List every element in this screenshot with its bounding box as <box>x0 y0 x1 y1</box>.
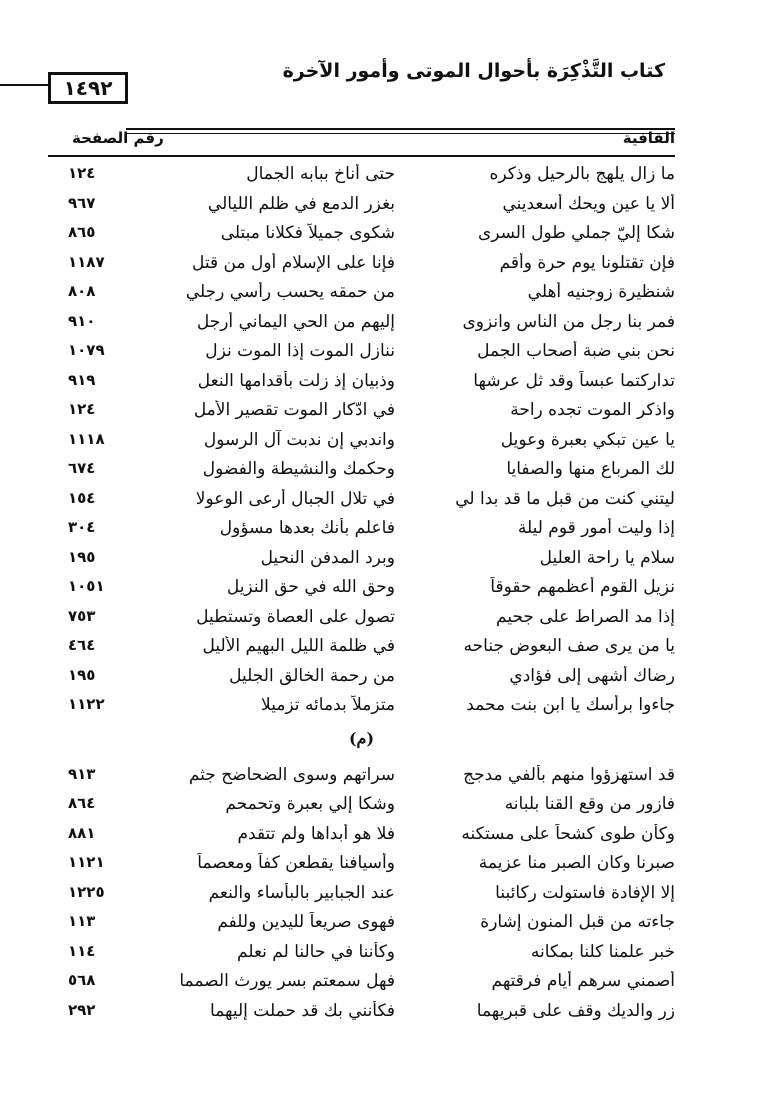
page-reference: ١١٣ <box>68 912 96 930</box>
verse-second-half: وحكمك والنشيطة والفضول <box>202 459 395 479</box>
page-reference: ١٢٢٥ <box>68 882 105 901</box>
verse-first-half: زر والديك وقف على قبريهما <box>476 1000 675 1021</box>
verse-second-half: سراتهم وسوى الضحاضح جثم <box>188 764 395 785</box>
verse-first-half: لك المرباع منها والصفايا <box>506 459 675 479</box>
verse-second-half: تصول على العصاة وتستطيل <box>196 606 395 627</box>
page-reference: ٨٨١ <box>68 823 96 842</box>
verse-second-half: وأسيافنا يقطعن كفاً ومعصماً <box>197 853 395 873</box>
verse-second-half: وحق الله في حق النزيل <box>226 577 395 597</box>
table-row <box>48 820 675 850</box>
table-row <box>48 485 675 515</box>
verse-first-half: نزيل القوم أعظمهم حقوقاً <box>490 577 675 597</box>
table-row <box>48 603 675 633</box>
verse-first-half: وكأن طوى كشحاً على مستكنه <box>461 823 675 844</box>
verse-first-half: يا من يرى صف البعوض جناحه <box>463 636 675 656</box>
page-reference: ١٩٥ <box>68 547 96 566</box>
verse-second-half: عند الجبابير بالبأساء والنعم <box>208 882 395 903</box>
table-row <box>48 426 675 456</box>
table-row <box>48 761 675 791</box>
table-row <box>48 278 675 308</box>
table-row <box>48 396 675 426</box>
table-row <box>48 908 675 938</box>
table-row <box>48 938 675 968</box>
verse-first-half: نحن بني ضبة أصحاب الجمل <box>477 341 675 361</box>
page-reference: ١٢٤ <box>68 164 96 182</box>
table-row <box>48 160 675 190</box>
table-row <box>48 879 675 909</box>
page-reference: ٩١٣ <box>68 764 96 783</box>
verse-second-half: من حمقه يحسب رأسي رجلي <box>185 282 395 302</box>
verse-second-half: وشكا إلي بعبرة وتحمحم <box>225 794 395 814</box>
page-reference: ١١١٨ <box>68 429 105 448</box>
page-reference: ١٩٥ <box>68 665 96 684</box>
book-title: كتاب التَّذْكِرَة بأحوال الموتى وأمور الآخرة <box>282 60 665 82</box>
page-reference: ١٢٤ <box>68 400 96 418</box>
table-row <box>48 249 675 279</box>
page-reference: ٤٦٤ <box>68 636 96 654</box>
verse-first-half: إلا الإفادة فاستولت ركائبنا <box>495 882 675 903</box>
verse-first-half: ألا يا عين ويحك أسعديني <box>502 193 675 214</box>
table-row <box>48 997 675 1027</box>
verse-first-half: فمر بنا رجل من الناس وانزوى <box>462 311 675 332</box>
verse-second-half: إليهم من الحي اليماني أرجل <box>196 311 395 332</box>
page-reference: ٨٦٤ <box>68 794 96 812</box>
page-reference: ٣٠٤ <box>68 518 96 536</box>
page-reference: ١١٢١ <box>68 853 105 871</box>
verse-first-half: جاءته من قبل المنون إشارة <box>480 912 675 932</box>
verse-first-half: فازور من وقع القنا بلبانه <box>504 794 675 814</box>
verse-second-half: فهوى صريعاً لليدين وللفم <box>217 912 395 932</box>
page-reference: ٧٥٣ <box>68 606 96 625</box>
header-rule-thick <box>126 128 675 130</box>
table-row <box>48 632 675 662</box>
verse-second-half: وبرد المدفن النحيل <box>260 547 395 568</box>
verse-second-half: من رحمة الخالق الجليل <box>229 665 395 686</box>
page-reference: ٩١٠ <box>68 311 96 330</box>
column-header-rhyme: القافية <box>622 129 675 147</box>
table-row <box>48 662 675 692</box>
table-row <box>48 691 675 721</box>
verse-second-half: شكوى جميلاً فكلانا مبتلى <box>220 223 395 243</box>
verse-second-half: وكأننا في حالنا لم نعلم <box>237 941 395 962</box>
verse-first-half: شكا إليّ جملي طول السرى <box>477 223 675 243</box>
table-row <box>48 367 675 397</box>
page-header <box>48 44 675 104</box>
page-reference: ١١٤ <box>68 941 96 960</box>
table-row <box>48 573 675 603</box>
verse-first-half: تداركتما عبساً وقد ثل عرشها <box>473 370 675 391</box>
page-reference: ١٠٥١ <box>68 577 105 595</box>
verse-first-half: واذكر الموت تجده راحة <box>510 400 675 420</box>
page-reference: ١٥٤ <box>68 488 96 507</box>
table-row <box>48 308 675 338</box>
verse-second-half: ننازل الموت إذا الموت نزل <box>205 341 395 361</box>
column-header-rule <box>48 155 675 157</box>
verse-first-half: إذا وليت أمور قوم ليلة <box>517 518 675 538</box>
page-reference: ٩١٩ <box>68 370 96 389</box>
page-reference: ٢٩٢ <box>68 1000 96 1019</box>
column-header-page-no: رقم الصفحة <box>72 129 164 147</box>
verse-second-half: في تلال الجبال أرعى الوعولا <box>195 488 395 509</box>
table-row <box>48 790 675 820</box>
verse-second-half: فهل سمعتم بسر يورث الصمما <box>179 971 395 991</box>
page-reference: ٦٧٤ <box>68 459 96 477</box>
verse-first-half: ما زال يلهج بالرحيل وذكره <box>489 164 675 184</box>
verse-second-half: فكأنني بك قد حملت إليهما <box>210 1000 395 1021</box>
verse-second-half: واندبي إن ندبت آل الرسول <box>203 429 395 450</box>
header-rule-thin <box>126 133 675 134</box>
verse-first-half: يا عين تبكي بعبرة وعويل <box>500 429 675 450</box>
table-row <box>48 544 675 574</box>
table-row <box>48 455 675 485</box>
table-row <box>48 190 675 220</box>
index-table <box>48 160 675 1026</box>
verse-first-half: ليتني كنت من قبل ما قد بدا لي <box>455 488 675 509</box>
verse-first-half: جاءوا برأسك يا ابن بنت محمد <box>466 695 675 715</box>
verse-second-half: بغزر الدمع في ظلم الليالي <box>207 193 395 214</box>
table-row <box>48 219 675 249</box>
verse-second-half: فاعلم بأنك بعدها مسؤول <box>219 518 395 538</box>
verse-second-half: متزملاً بدمائه تزميلا <box>261 695 395 715</box>
verse-first-half: شنظيرة زوجنيه أهلي <box>527 282 675 302</box>
page-reference: ١١٨٧ <box>68 252 105 271</box>
verse-second-half: وذبيان إذ زلت بأقدامها النعل <box>197 370 395 391</box>
verse-second-half: فإنا على الإسلام أول من قتل <box>192 252 395 273</box>
verse-first-half: خبر علمنا كلنا بمكانه <box>530 941 675 962</box>
page-reference: ١١٢٢ <box>68 695 105 713</box>
page-reference: ٨٠٨ <box>68 282 96 300</box>
verse-second-half: حتى أناخ ببابه الجمال <box>246 164 395 184</box>
verse-first-half: إذا مد الصراط على جحيم <box>496 606 675 627</box>
table-row <box>48 337 675 367</box>
page-number: ١٤٩٢ <box>48 72 128 104</box>
verse-second-half: فلا هو أبداها ولم تتقدم <box>237 823 395 844</box>
page-reference: ١٠٧٩ <box>68 341 105 359</box>
header-rule-left <box>0 84 48 86</box>
table-row <box>48 967 675 997</box>
page-reference: ٨٦٥ <box>68 223 96 241</box>
section-letter: (م) <box>348 728 375 748</box>
table-row <box>48 849 675 879</box>
verse-first-half: فإن تقتلونا يوم حرة وأقم <box>499 252 675 273</box>
verse-first-half: صبرنا وكان الصبر منا عزيمة <box>478 853 675 873</box>
page-reference: ٥٦٨ <box>68 971 96 989</box>
verse-first-half: سلام يا راحة العليل <box>539 547 675 568</box>
table-row <box>48 514 675 544</box>
verse-first-half: أصمني سرهم أيام فرقتهم <box>491 971 675 991</box>
page-reference: ٩٦٧ <box>68 193 96 212</box>
verse-first-half: رضاك أشهى إلى فؤادي <box>509 665 675 686</box>
verse-first-half: قد استهزؤوا منهم بألفي مدجج <box>463 764 675 785</box>
verse-second-half: في ادّكار الموت تقصير الأمل <box>193 400 395 420</box>
verse-second-half: في ظلمة الليل البهيم الأليل <box>202 636 395 656</box>
